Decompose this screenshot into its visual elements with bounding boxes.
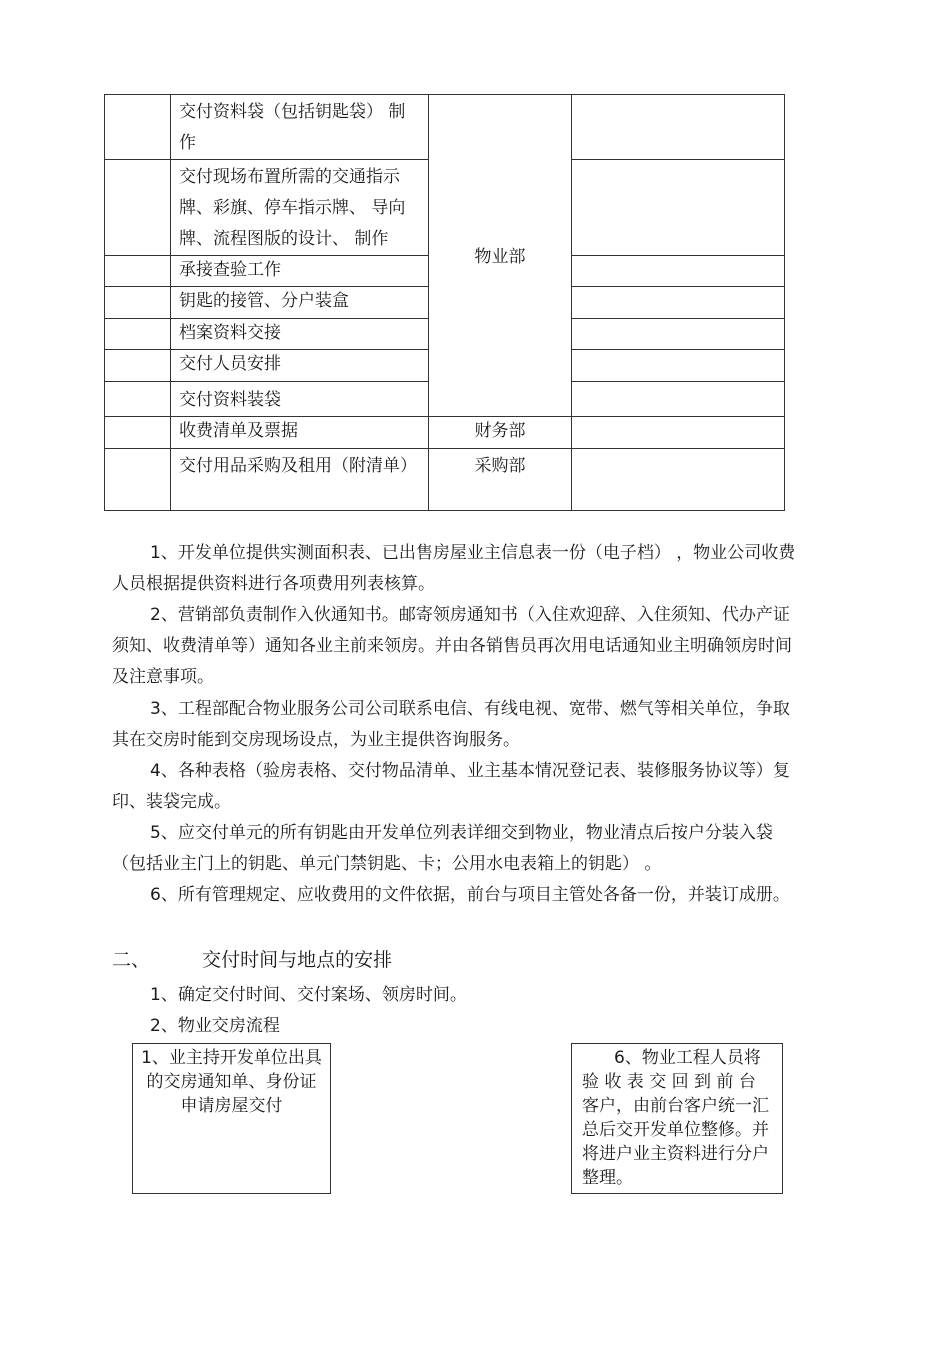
table-cell-remark <box>572 382 785 417</box>
table-cell-task: 交付现场布置所需的交通指示牌、彩旗、停车指示牌、 导向牌、流程图版的设计、 制作 <box>171 160 429 256</box>
table-cell-index <box>105 160 171 256</box>
table-cell-remark <box>572 160 785 256</box>
table-cell-index <box>105 319 171 350</box>
table-cell-remark <box>572 287 785 319</box>
table-cell-department: 采购部 <box>429 449 572 511</box>
section-item-2: 2、物业交房流程 <box>150 1016 280 1036</box>
section-title: 交付时间与地点的安排 <box>202 949 393 971</box>
section-number: 二、 <box>112 949 151 971</box>
table-cell-index <box>105 350 171 382</box>
table-cell-task: 交付用品采购及租用（附清单） <box>171 449 429 511</box>
flow-box-6: 6、物业工程人员将验 收 表 交 回 到 前 台 客户，由前台客户统一汇总后交开发单位整修。并将进户业主资料进行分户整理。 <box>571 1043 783 1194</box>
paragraph-4: 4、各种表格（验房表格、交付物品清单、业主基本情况登记表、装修服务协议等）复印、装袋完成。 <box>112 761 790 812</box>
task-table <box>104 94 785 511</box>
table-cell-task: 档案资料交接 <box>171 319 429 350</box>
table-cell-index <box>105 95 171 160</box>
paragraph-6: 6、所有管理规定、应收费用的文件依据，前台与项目主管处各备一份，并装订成册。 <box>150 885 790 905</box>
table-cell-index <box>105 256 171 287</box>
table-cell-task: 收费清单及票据 <box>171 417 429 449</box>
table-cell-index <box>105 287 171 319</box>
table-cell-remark <box>572 319 785 350</box>
table-cell-index <box>105 382 171 417</box>
paragraph-3: 3、工程部配合物业服务公司公司联系电信、有线电视、宽带、燃气等相关单位，争取其在交房时能到交房现场设点，为业主提供咨询服务。 <box>112 699 790 750</box>
table-cell-task: 交付资料袋（包括钥匙袋） 制作 <box>171 95 429 160</box>
section-heading <box>112 945 392 975</box>
table-cell-department: 物业部 <box>429 95 572 417</box>
flow-box-1: 1、业主持开发单位出具的交房通知单、身份证申请房屋交付 <box>132 1043 331 1194</box>
table-cell-task: 交付资料装袋 <box>171 382 429 417</box>
table-cell-index <box>105 417 171 449</box>
paragraph-5: 5、应交付单元的所有钥匙由开发单位列表详细交到物业，物业清点后按户分装入袋（包括业主门上的钥匙、单元门禁钥匙、卡；公用水电表箱上的钥匙） 。 <box>112 823 773 874</box>
table-cell-index <box>105 449 171 511</box>
table-cell-remark <box>572 256 785 287</box>
section-item-1: 1、确定交付时间、交付案场、领房时间。 <box>150 985 467 1005</box>
table-cell-remark <box>572 350 785 382</box>
table-cell-remark <box>572 417 785 449</box>
table-cell-task: 钥匙的接管、分户装盒 <box>171 287 429 319</box>
table-cell-remark <box>572 449 785 511</box>
paragraph-2: 2、营销部负责制作入伙通知书。邮寄领房通知书（入住欢迎辞、入住须知、代办产证须知、收费清单等）通知各业主前来领房。并由各销售员再次用电话通知业主明确领房时间及注意事项。 <box>112 605 792 687</box>
table-cell-task: 承接查验工作 <box>171 256 429 287</box>
table-cell-task: 交付人员安排 <box>171 350 429 382</box>
table-cell-department: 财务部 <box>429 417 572 449</box>
table-cell-remark <box>572 95 785 160</box>
paragraph-1: 1、开发单位提供实测面积表、已出售房屋业主信息表一份（电子档） ，物业公司收费人员根据提供资料进行各项费用列表核算。 <box>112 543 796 594</box>
